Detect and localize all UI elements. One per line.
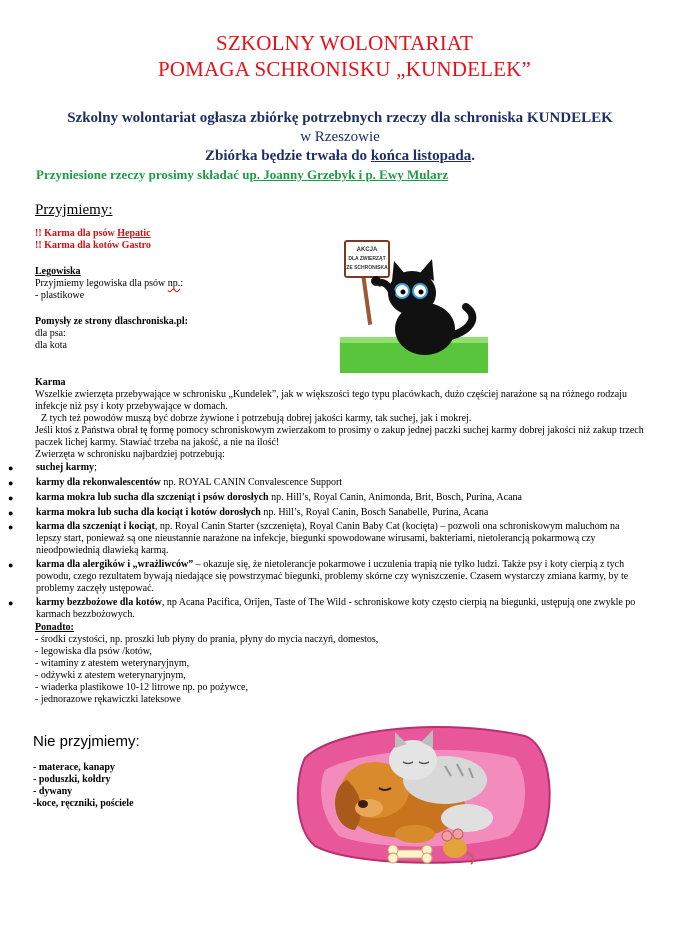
sign-line-1: AKCJA <box>356 247 378 253</box>
red-note-dogs-prefix: !! Karma dla psów <box>35 228 118 239</box>
drop-off-prefix: Przyniesione rzeczy prosimy składać u <box>36 167 250 182</box>
intro-line-3-suffix: . <box>471 148 476 164</box>
reject-item: - materace, kanapy <box>33 762 115 773</box>
reject-item: - dywany <box>33 786 73 797</box>
deadline-link: końca listopada <box>370 148 472 164</box>
karma-item-rest: np. Hill’s, Royal Canin, Bosch Sanabelle, Purina, Acana <box>260 507 489 518</box>
ideas-cat: dla kota <box>35 340 67 351</box>
title-line-1: SZKOLNY WOLONTARIAT <box>215 31 473 55</box>
reject-item: -koce, ręczniki, pościele <box>33 798 134 809</box>
ideas-dog: dla psa: <box>35 328 66 339</box>
karma-item: ● karmy dla rekonwalescentów np. ROYAL CANIN Convalescence Support <box>8 477 343 488</box>
beds-line-1 <box>35 278 183 290</box>
ponadto-item: - wiaderka plastikowe 10-12 litrowe np. po pożywce, <box>35 682 248 693</box>
karma-heading: Karma <box>35 377 66 388</box>
ponadto-item: - legowiska dla psów /kotów, <box>35 646 152 657</box>
karma-item: ● suchej karmy; <box>8 462 97 473</box>
karma-item-bold: karmy dla rekonwalescentów <box>36 477 161 488</box>
karma-paragraph-1: Wszelkie zwierzęta przebywające w schronisku „Kundelek”, jak w większości tego typu placówkach, dużo częściej narażone są na różnego rodzaju infekcje niż psy i koty przebywające w domach. <box>35 389 627 412</box>
intro-line-1: Szkolny wolontariat ogłasza zbiórkę potrzebnych rzeczy dla schroniska KUNDELEK <box>67 110 613 126</box>
karma-item: ● karmy bezzbożowe dla kotów, np Acana Pacifica, Orijen, Taste of The Wild - schroniskowe koty często cierpią na biegunki, ustępują one zwykle po karmach bezzbożowych. <box>8 597 636 620</box>
karma-item-rest: np. Hill’s, Royal Canin, Animonda, Brit, Bosch, Purina, Acana <box>268 492 522 503</box>
karma-item-bold: karma mokra lub sucha dla kociąt i kotów dorosłych <box>36 507 261 518</box>
puppy-kitten-bed-image <box>295 718 555 870</box>
intro-line-3-prefix: Zbiórka będzie trwała do <box>204 148 371 164</box>
beds-line-1-word: np. <box>167 278 181 289</box>
karma-item: ● karma dla alergików i „wrażliwców” – okazuje się, że nietolerancje pokarmowe i uczulenia trapią nie tylko ludzi. Także psy i koty cierpią z tych powodu, czego rezultatem bywają niedające się powstrzymać biegunki, problemy skórne czy wyniszczenie. Czasem wystarczy zmiana karmy, by te problemy zaczęły ustępować. <box>8 559 629 594</box>
beds-line-2: - plastikowe <box>35 290 85 301</box>
ponadto-heading: Ponadto: <box>35 622 74 633</box>
intro-line-2: w Rzeszowie <box>300 129 380 145</box>
ponadto-item: - odżywki z atestem weterynaryjnym, <box>35 670 186 681</box>
reject-item: - poduszki, kołdry <box>33 774 111 785</box>
karma-item-rest: , np Acana Pacifica, Orijen, Taste of The Wild - schroniskowe koty często cierpią na biegunki, ustępują one zwykle po karmach bezzbożowych. <box>36 597 636 620</box>
ponadto-item: - witaminy z atestem weterynaryjnym, <box>35 658 190 669</box>
karma-item: ● karma dla szczeniąt i kociąt, np. Royal Canin Starter (szczenięta), Royal Canin Baby Cat (kocięta) – pozwoli ona schroniskowym maluchom na lepszy start, ponieważ są one nieustannie narażone na infekcje, biegunki spowodowane wirusami, bakteriami, nietolerancją pokarmową czy nieodpowiednią dławieką karmą. <box>8 521 620 556</box>
karma-item-rest: – okazuje się, że nietolerancje pokarmowe i uczulenia trapią nie tylko ludzi. Także psy i koty cierpią z tych powodu, czego rezultatem bywają niedające się powstrzymać biegunki, problemy skórne czy wyniszczenie. Czasem wystarczy zmiana karmy, by te problemy zaczęły ustępować. <box>36 559 629 594</box>
drop-off-info <box>36 167 448 183</box>
karma-item-bold: karma dla alergików i „wrażliwców” <box>36 559 194 570</box>
ideas-heading: Pomysły ze strony dlaschroniska.pl: <box>35 316 188 327</box>
karma-item-rest: ; <box>94 462 97 473</box>
intro-line-3 <box>20 147 660 166</box>
karma-item-bold: karmy bezzbożowe dla kotów <box>36 597 162 608</box>
cat-with-sign-image <box>340 237 488 373</box>
karma-item-rest: np. ROYAL CANIN Convalescence Support <box>160 477 343 488</box>
accept-heading: Przyjmiemy: <box>35 202 113 218</box>
ponadto-item: - jednorazowe rękawiczki lateksowe <box>35 694 181 705</box>
karma-item-rest: , np. Royal Canin Starter (szczenięta), Royal Canin Baby Cat (kocięta) – pozwoli ona schroniskowym maluchom na lepszy start, ponieważ są one nieustannie narażone na infekcje, biegunki spowodowane wirusami, bakteriami, nietolerancją pokarmową czy nieodpowiednią dławieką karmą. <box>36 521 620 556</box>
karma-item: ● karma mokra lub sucha dla szczeniąt i psów dorosłych np. Hill’s, Royal Canin, Animonda, Brit, Bosch, Purina, Acana <box>8 492 522 503</box>
red-note-dogs-word: Hepatic <box>117 228 151 239</box>
red-note-dogs <box>35 228 151 240</box>
beds-line-1-prefix: Przyjmiemy legowiska dla psów <box>35 278 168 289</box>
karma-item-bold: suchej karmy <box>36 462 95 473</box>
karma-item-bold: karma mokra lub sucha dla szczeniąt i psów dorosłych <box>36 492 269 503</box>
drop-off-names: p. Joanny Grzebyk i p. Ewy Mularz <box>249 167 449 182</box>
sign-line-2: DLA ZWIERZĄT <box>348 256 386 262</box>
karma-item-bold: karma dla szczeniąt i kociąt <box>36 521 155 532</box>
beds-heading: Legowiska <box>35 266 81 277</box>
karma-paragraph-4: Zwierzęta w schronisku najbardziej potrzebują: <box>35 449 225 460</box>
reject-heading: Nie przyjmiemy: <box>33 733 140 750</box>
karma-paragraph-3: Jeśli ktoś z Państwa obrał tę formę pomocy schroniskowym zwierzakom to prosimy o zakup jednej paczki suchej karmy dobrej jakości niż zakup trzech paczek lichej karmy. Stawiać trzeba na jakość, a nie na ilość! <box>35 425 644 448</box>
red-note-cats: !! Karma dla kotów Gastro <box>35 240 151 251</box>
ponadto-item: - środki czystości, np. proszki lub płyny do prania, płyny do mycia naczyń, domestos, <box>35 634 379 645</box>
beds-line-1-suffix: : <box>180 278 184 289</box>
karma-item: ● karma mokra lub sucha dla kociąt i kotów dorosłych np. Hill’s, Royal Canin, Bosch Sanabelle, Purina, Acana <box>8 507 489 518</box>
title-line-2: POMAGA SCHRONISKU „KUNDELEK” <box>157 57 532 81</box>
karma-paragraph-2: Z tych też powodów muszą być dobrze żywione i potrzebują dobrej jakości karmy, tak suchej, jak i mokrej. <box>41 413 472 424</box>
sign-line-3: ZE SCHRONISKA <box>346 265 388 271</box>
